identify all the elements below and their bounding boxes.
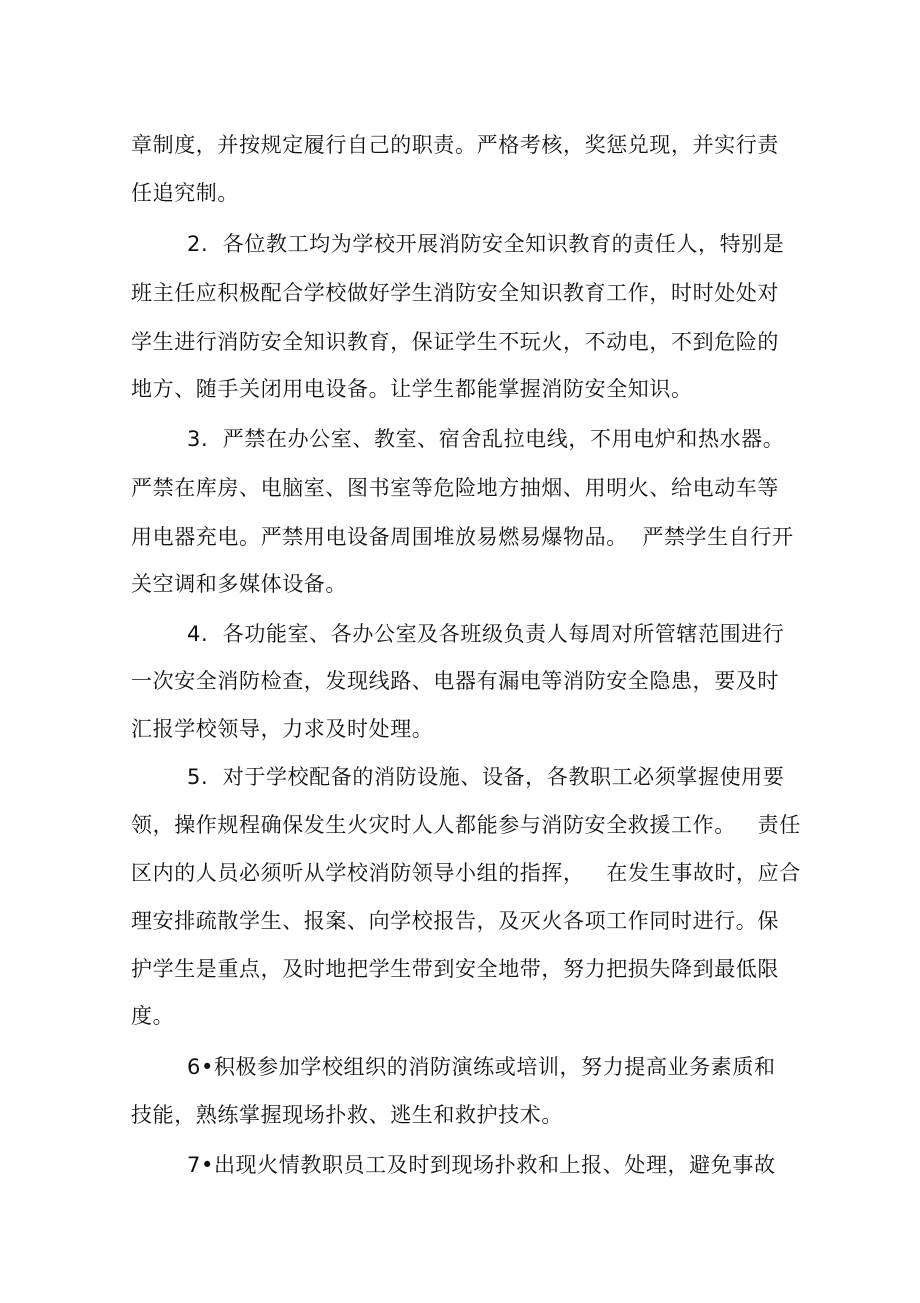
text-line: 学生进行消防安全知识教育，保证学生不玩火，不动电，不到危险的 — [131, 330, 779, 354]
text-line: 领，操作规程确保发生火灾时人人都能参与消防安全救援工作。 责任 — [131, 813, 801, 837]
text-line: 关空调和多媒体设备。 — [131, 572, 347, 596]
text-line: 用电器充电。严禁用电设备周围堆放易燃易爆物品。 严禁学生自行开 — [131, 525, 794, 549]
text-line: 一次安全消防检查，发现线路、电器有漏电等消防安全隐患，要及时 — [131, 669, 779, 693]
item-4-line: 4. 各功能室、各办公室及各班级负责人每周对所管辖范围进行 — [187, 622, 785, 646]
item-3-line: 3. 严禁在办公室、教室、宿舍乱拉电线，不用电炉和热水器。 — [187, 427, 785, 451]
text-line: 地方、随手关闭用电设备。让学生都能掌握消防安全知识。 — [131, 377, 693, 401]
item-2-line: 2. 各位教工均为学校开展消防安全知识教育的责任人，特别是 — [187, 232, 785, 256]
text-line: 度。 — [131, 1004, 175, 1028]
text-line: 技能，熟练掌握现场扑救、逃生和救护技术。 — [131, 1103, 563, 1127]
text-line: 汇报学校领导，力求及时处理。 — [131, 717, 434, 741]
text-line: 严禁在库房、电脑室、图书室等危险地方抽烟、用明火、给电动车等 — [131, 476, 779, 500]
text-line: 班主任应积极配合学校做好学生消防安全知识教育工作，时时处处对 — [131, 281, 779, 305]
text-line: 护学生是重点，及时地把学生带到安全地带，努力把损失降到最低限 — [131, 957, 779, 981]
text-line: 理安排疏散学生、报案、向学校报告，及灭火各项工作同时进行。保 — [131, 909, 779, 933]
text-line: 区内的人员必须听从学校消防领导小组的指挥， 在发生事故时，应合 — [131, 861, 801, 885]
item-6-line: 6•积极参加学校组织的消防演练或培训，努力提高业务素质和 — [187, 1055, 776, 1079]
text-line: 章制度，并按规定履行自己的职责。严格考核，奖惩兑现，并实行责 — [131, 133, 779, 157]
text-line: 任追究制。 — [131, 181, 239, 205]
item-5-line: 5. 对于学校配备的消防设施、设备，各教职工必须掌握使用要 — [187, 765, 785, 789]
item-7-line: 7•出现火情教职员工及时到现场扑救和上报、处理，避免事故 — [187, 1153, 776, 1177]
